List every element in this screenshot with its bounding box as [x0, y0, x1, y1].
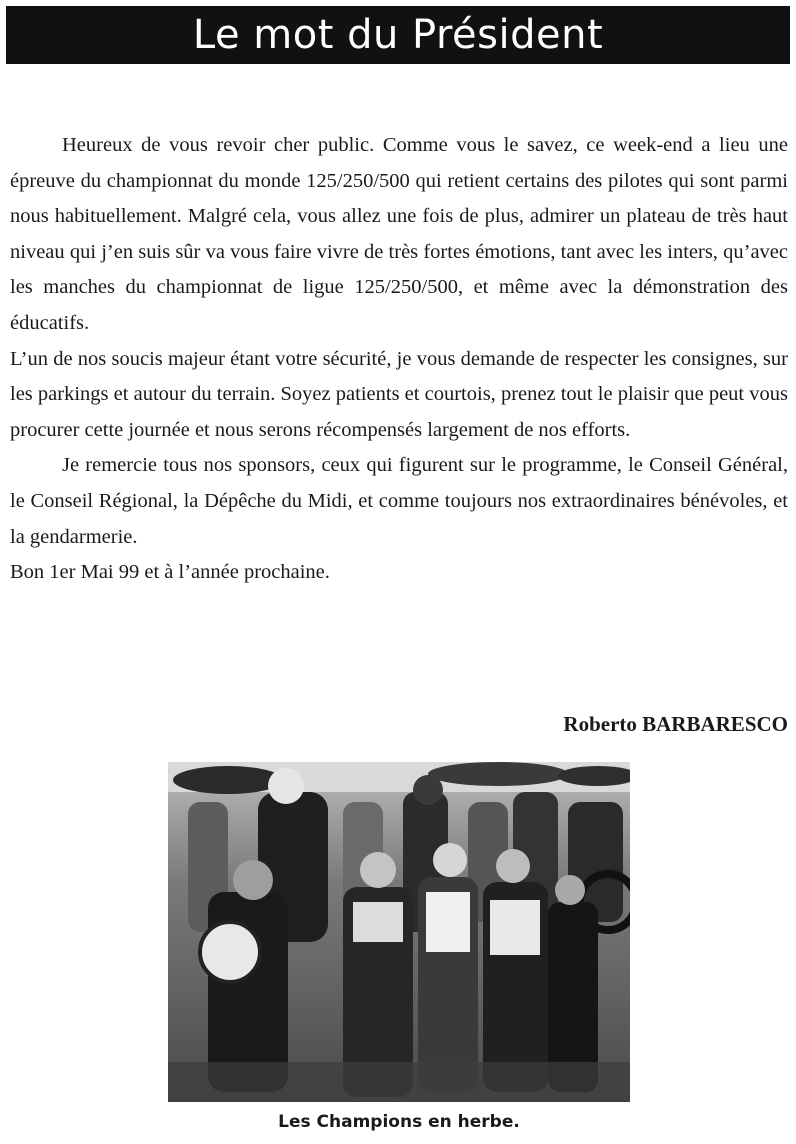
- paragraph-closing: Bon 1er Mai 99 et à l’année prochaine.: [10, 561, 330, 584]
- paragraph-thanks: Je remercie tous nos sponsors, ceux qui figurent sur le programme, le Conseil Général, le Conseil Régional, la Dépêche du Midi, et comme toujours nos extraordinaires bénévoles, et la gendarmerie.: [10, 454, 788, 548]
- article-body: [10, 128, 788, 591]
- group-photo-image: [168, 762, 630, 1102]
- paragraph-welcome: Heureux de vous revoir cher public. Comme vous le savez, ce week-end a lieu une épreuve du championnat du monde 125/250/500 qui retient certains des pilotes qui sont parmi nous habituellement. Malgré cela, vous allez une fois de plus, admirer un plateau de très haut niveau qui j’en suis sûr va vous faire vivre de très fortes émotions, tant avec les inters, qu’avec les manches du championnat de ligue 125/250/500, et même avec la démonstration des éducatifs.: [10, 134, 788, 334]
- photo-caption: Les Champions en herbe.: [278, 1112, 520, 1132]
- paragraph-safety: L’un de nos soucis majeur étant votre sécurité, je vous demande de respecter les consignes, sur les parkings et autour du terrain. Soyez patients et courtois, prenez tout le plaisir que peut vous procurer cette journée et nous serons récompensés largement de nos efforts.: [10, 347, 788, 441]
- page-title: Le mot du Président: [192, 12, 604, 58]
- title-banner: [6, 6, 790, 64]
- group-photo: [168, 762, 630, 1102]
- signature: Roberto BARBARESCO: [563, 712, 788, 736]
